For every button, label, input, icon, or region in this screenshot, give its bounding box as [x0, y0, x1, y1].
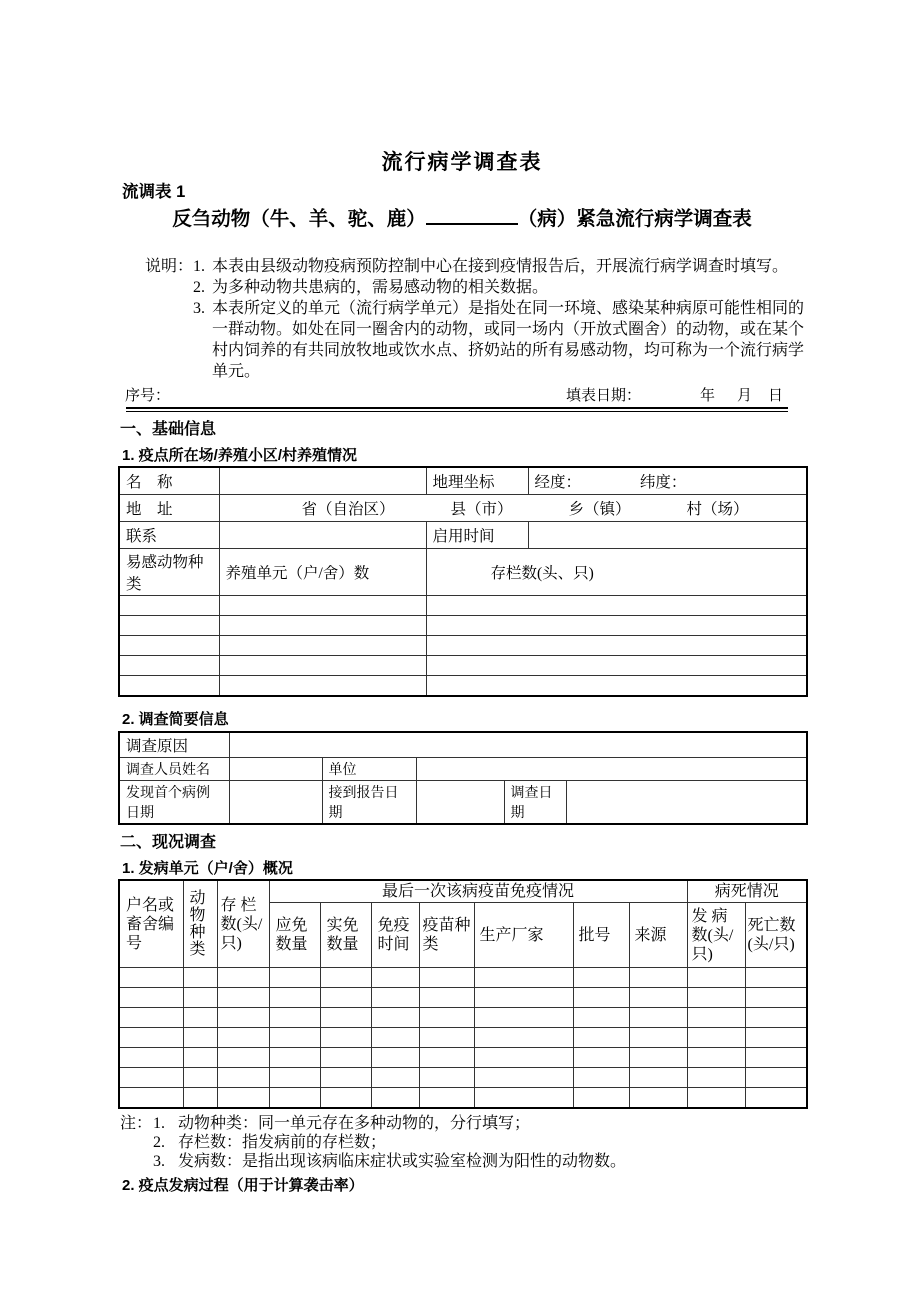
- instruction-number: 3.: [193, 300, 205, 317]
- empty-cell[interactable]: [320, 1028, 371, 1048]
- empty-cell[interactable]: [183, 1068, 217, 1088]
- empty-cell[interactable]: [687, 988, 745, 1008]
- empty-cell[interactable]: [426, 656, 807, 676]
- form-subtitle: [118, 206, 806, 232]
- table-row: [119, 732, 807, 758]
- footnote-item: [118, 1114, 806, 1133]
- empty-row: [119, 596, 807, 616]
- name-value-cell[interactable]: [219, 467, 426, 495]
- empty-cell[interactable]: [687, 1028, 745, 1048]
- name-label: 名 称: [119, 467, 219, 495]
- empty-cell[interactable]: [119, 1028, 183, 1048]
- instructions-block: [145, 256, 806, 382]
- footnote-text: 动物种类：同一单元存在多种动物的，分行填写；: [178, 1115, 531, 1132]
- empty-cell[interactable]: [320, 968, 371, 988]
- footnote-text: 发病数：是指出现该病临床症状或实验室检测为阳性的动物数。: [178, 1153, 627, 1170]
- section1-sub2-heading: 2. 调查简要信息: [122, 711, 229, 728]
- empty-cell[interactable]: [573, 1088, 629, 1109]
- empty-cell[interactable]: [119, 616, 219, 636]
- col-header-actual-count: 实免数量: [320, 903, 371, 968]
- subtitle-suffix: （病）紧急流行病学调查表: [517, 208, 752, 230]
- empty-row: [119, 676, 807, 697]
- col-header-manufacturer: 生产厂家: [474, 903, 573, 968]
- survey-brief-table: [118, 731, 808, 825]
- empty-cell[interactable]: [320, 1008, 371, 1028]
- table-row: [119, 522, 807, 549]
- empty-cell[interactable]: [629, 988, 687, 1008]
- investigator-value-cell[interactable]: [229, 758, 322, 781]
- empty-cell[interactable]: [687, 968, 745, 988]
- empty-cell[interactable]: [629, 1028, 687, 1048]
- col-header-due-count: 应免数量: [269, 903, 320, 968]
- col-header-vaccine-type: 疫苗种类: [419, 903, 474, 968]
- section1-heading: 一、基础信息: [120, 421, 217, 438]
- footnote-item: [118, 1152, 806, 1171]
- section2-sub2-heading: 2. 疫点发病过程（用于计算袭击率）: [122, 1177, 364, 1194]
- empty-row: [119, 1048, 807, 1068]
- empty-cell[interactable]: [217, 1068, 269, 1088]
- units-label: 养殖单元（户/舍）数: [219, 549, 426, 596]
- divider-rule: [126, 407, 788, 412]
- empty-row: [119, 1008, 807, 1028]
- empty-cell[interactable]: [687, 1048, 745, 1068]
- empty-row: [119, 1088, 807, 1109]
- empty-cell[interactable]: [119, 676, 219, 697]
- empty-cell[interactable]: [320, 988, 371, 1008]
- empty-cell[interactable]: [217, 1088, 269, 1109]
- empty-cell[interactable]: [183, 1048, 217, 1068]
- col-header-batch: 批号: [573, 903, 629, 968]
- section2-heading: 二、现况调查: [120, 834, 217, 851]
- empty-cell[interactable]: [217, 988, 269, 1008]
- geo-label: 地理坐标: [426, 467, 528, 495]
- empty-cell[interactable]: [219, 656, 426, 676]
- empty-cell[interactable]: [269, 968, 320, 988]
- empty-row: [119, 968, 807, 988]
- month-label: 月: [736, 388, 752, 404]
- empty-cell[interactable]: [217, 1008, 269, 1028]
- empty-cell[interactable]: [119, 1048, 183, 1068]
- village-label: 村（场）: [686, 501, 749, 518]
- empty-cell[interactable]: [183, 968, 217, 988]
- instruction-item: [145, 298, 806, 382]
- instruction-item: [145, 256, 806, 277]
- farm-info-table: [118, 466, 808, 697]
- instruction-text: 本表由县级动物疫病预防控制中心在接到疫情报告后，开展流行病学调查时填写。: [212, 258, 789, 275]
- notes-label: 注：: [120, 1115, 153, 1132]
- empty-cell[interactable]: [687, 1088, 745, 1109]
- empty-cell[interactable]: [573, 988, 629, 1008]
- empty-cell[interactable]: [474, 1068, 573, 1088]
- contact-label: 联系: [119, 522, 219, 549]
- empty-cell[interactable]: [119, 988, 183, 1008]
- empty-cell[interactable]: [269, 1068, 320, 1088]
- empty-row: [119, 656, 807, 676]
- start-time-value-cell[interactable]: [528, 522, 807, 549]
- empty-cell[interactable]: [474, 1048, 573, 1068]
- empty-row: [119, 636, 807, 656]
- empty-cell[interactable]: [474, 1028, 573, 1048]
- species-label: 易感动物种类: [119, 549, 219, 596]
- empty-cell[interactable]: [119, 636, 219, 656]
- start-time-label: 启用时间: [426, 522, 528, 549]
- col-header-vacc-time: 免疫时间: [371, 903, 419, 968]
- empty-cell[interactable]: [687, 1008, 745, 1028]
- report-date-label: 接到报告日期: [322, 781, 416, 825]
- province-label: 省（自治区）: [301, 501, 395, 518]
- empty-cell[interactable]: [371, 1068, 419, 1088]
- empty-cell[interactable]: [119, 656, 219, 676]
- empty-cell[interactable]: [745, 1008, 807, 1028]
- empty-cell[interactable]: [183, 1028, 217, 1048]
- year-label: 年: [699, 388, 715, 404]
- longitude-label: 经度：: [534, 474, 582, 491]
- empty-row: [119, 988, 807, 1008]
- address-value-cell[interactable]: [219, 495, 807, 522]
- empty-cell[interactable]: [183, 1088, 217, 1109]
- empty-cell[interactable]: [573, 1028, 629, 1048]
- empty-cell[interactable]: [745, 1068, 807, 1088]
- empty-cell[interactable]: [687, 1068, 745, 1088]
- empty-cell[interactable]: [371, 988, 419, 1008]
- outbreak-units-table: [118, 879, 808, 1109]
- empty-cell[interactable]: [217, 1048, 269, 1068]
- table-row: [119, 495, 807, 522]
- empty-cell[interactable]: [573, 1048, 629, 1068]
- empty-cell[interactable]: [745, 968, 807, 988]
- table-row: [119, 549, 807, 596]
- empty-cell[interactable]: [745, 1028, 807, 1048]
- instruction-number: 1.: [193, 258, 205, 275]
- empty-cell[interactable]: [219, 636, 426, 656]
- empty-cell[interactable]: [629, 1088, 687, 1109]
- empty-cell[interactable]: [629, 1008, 687, 1028]
- empty-cell[interactable]: [119, 1088, 183, 1109]
- township-label: 乡（镇）: [568, 501, 631, 518]
- empty-cell[interactable]: [474, 968, 573, 988]
- empty-cell[interactable]: [419, 1088, 474, 1109]
- col-header-death-count: 死亡数 (头/只): [745, 903, 807, 968]
- empty-row: [119, 1068, 807, 1088]
- group-header-vaccination: 最后一次该病疫苗免疫情况: [269, 880, 687, 903]
- footnote-number: 2.: [153, 1134, 165, 1151]
- empty-cell[interactable]: [573, 1008, 629, 1028]
- empty-cell[interactable]: [371, 1088, 419, 1109]
- reason-value-cell[interactable]: [229, 732, 807, 758]
- empty-cell[interactable]: [269, 1008, 320, 1028]
- col-header-household: 户名或畜舍编号: [119, 880, 183, 968]
- group-header-death: 病死情况: [687, 880, 807, 903]
- instruction-text: 本表所定义的单元（流行病学单元）是指处在同一环境、感染某种病原可能性相同的一群动物。如处在同一圈舍内的动物，或同一场内（开放式圈舍）的动物，或在某个村内饲养的有共同放牧地或饮水点、挤奶站的所有易感动物，均可称为一个流行病学单元。: [212, 300, 805, 380]
- empty-cell[interactable]: [419, 1008, 474, 1028]
- col-header-species: 动物种类: [183, 880, 217, 968]
- instruction-item: [145, 277, 806, 298]
- empty-cell[interactable]: [269, 1028, 320, 1048]
- empty-cell[interactable]: [320, 1088, 371, 1109]
- empty-cell[interactable]: [426, 596, 807, 616]
- empty-cell[interactable]: [419, 1028, 474, 1048]
- empty-cell[interactable]: [217, 968, 269, 988]
- section2-sub1-heading: 1. 发病单元（户/舍）概况: [122, 860, 293, 877]
- empty-cell[interactable]: [573, 968, 629, 988]
- day-label: 日: [767, 388, 783, 404]
- empty-cell[interactable]: [745, 988, 807, 1008]
- geo-value-cell[interactable]: [528, 467, 807, 495]
- section1-sub1-heading: 1. 疫点所在场/养殖小区/村养殖情况: [122, 447, 358, 464]
- empty-cell[interactable]: [474, 988, 573, 1008]
- investigator-label: 调查人员姓名: [119, 758, 229, 781]
- empty-cell[interactable]: [371, 1048, 419, 1068]
- empty-cell[interactable]: [426, 636, 807, 656]
- first-case-date-value-cell[interactable]: [229, 781, 322, 825]
- empty-cell[interactable]: [269, 988, 320, 1008]
- address-parts: [220, 497, 807, 519]
- empty-cell[interactable]: [629, 1068, 687, 1088]
- empty-cell[interactable]: [119, 596, 219, 616]
- empty-cell[interactable]: [269, 1048, 320, 1068]
- col-header-stock: 存 栏 数(头/只): [217, 880, 269, 968]
- empty-cell[interactable]: [573, 1068, 629, 1088]
- empty-cell[interactable]: [474, 1008, 573, 1028]
- empty-cell[interactable]: [629, 968, 687, 988]
- fill-date-label: 填表日期：: [565, 388, 641, 404]
- empty-cell[interactable]: [419, 1048, 474, 1068]
- empty-cell[interactable]: [320, 1068, 371, 1088]
- empty-cell[interactable]: [629, 1048, 687, 1068]
- latitude-label: 纬度：: [639, 474, 687, 491]
- empty-cell[interactable]: [183, 988, 217, 1008]
- form-number: 流调表 1: [122, 183, 186, 201]
- empty-cell[interactable]: [219, 616, 426, 636]
- serial-number-label: 序号：: [125, 388, 171, 404]
- subtitle-prefix: 反刍动物（牛、羊、驼、鹿）: [172, 208, 426, 230]
- instruction-text: 为多种动物共患病的，需易感动物的相关数据。: [212, 279, 549, 296]
- disease-name-blank[interactable]: [426, 208, 518, 225]
- empty-cell[interactable]: [426, 616, 807, 636]
- empty-cell[interactable]: [426, 676, 807, 697]
- survey-date-label: 调查日期: [504, 781, 566, 825]
- table-row: [119, 781, 807, 825]
- empty-cell[interactable]: [474, 1088, 573, 1109]
- empty-cell[interactable]: [745, 1048, 807, 1068]
- footnote-text: 存栏数：指发病前的存栏数；: [178, 1134, 387, 1151]
- page-content: [118, 150, 806, 1195]
- empty-cell[interactable]: [419, 988, 474, 1008]
- footnote-item: [118, 1133, 806, 1152]
- address-label: 地 址: [119, 495, 219, 522]
- table-row: [119, 758, 807, 781]
- footnotes-block: [118, 1114, 806, 1171]
- empty-cell[interactable]: [119, 1068, 183, 1088]
- empty-cell[interactable]: [219, 596, 426, 616]
- empty-cell[interactable]: [183, 1008, 217, 1028]
- footnote-number: 1.: [153, 1115, 165, 1132]
- serial-date-row: [118, 387, 806, 405]
- empty-cell[interactable]: [745, 1088, 807, 1109]
- survey-date-value-cell[interactable]: [566, 781, 807, 825]
- empty-row: [119, 616, 807, 636]
- report-date-value-cell[interactable]: [416, 781, 504, 825]
- empty-cell[interactable]: [119, 1008, 183, 1028]
- footnote-number: 3.: [153, 1153, 165, 1170]
- empty-cell[interactable]: [419, 968, 474, 988]
- contact-value-cell[interactable]: [219, 522, 426, 549]
- empty-cell[interactable]: [219, 676, 426, 697]
- unit-label: 单位: [322, 758, 416, 781]
- instructions-label: 说明：: [145, 258, 194, 275]
- page-title: 流行病学调查表: [381, 151, 543, 174]
- empty-cell[interactable]: [320, 1048, 371, 1068]
- empty-row: [119, 1028, 807, 1048]
- instruction-number: 2.: [193, 279, 205, 296]
- first-case-date-label: 发现首个病例日期: [119, 781, 229, 825]
- unit-value-cell[interactable]: [416, 758, 807, 781]
- stock-label: 存栏数(头、只): [426, 549, 807, 596]
- col-header-source: 来源: [629, 903, 687, 968]
- empty-cell[interactable]: [371, 968, 419, 988]
- header-row-groups: [119, 880, 807, 903]
- empty-cell[interactable]: [419, 1068, 474, 1088]
- table-row: [119, 467, 807, 495]
- empty-cell[interactable]: [371, 1008, 419, 1028]
- empty-cell[interactable]: [371, 1028, 419, 1048]
- empty-cell[interactable]: [119, 968, 183, 988]
- county-label: 县（市）: [450, 501, 513, 518]
- reason-label: 调查原因: [119, 732, 229, 758]
- col-header-sick-count: 发 病 数(头/只): [687, 903, 745, 968]
- empty-cell[interactable]: [269, 1088, 320, 1109]
- empty-cell[interactable]: [217, 1028, 269, 1048]
